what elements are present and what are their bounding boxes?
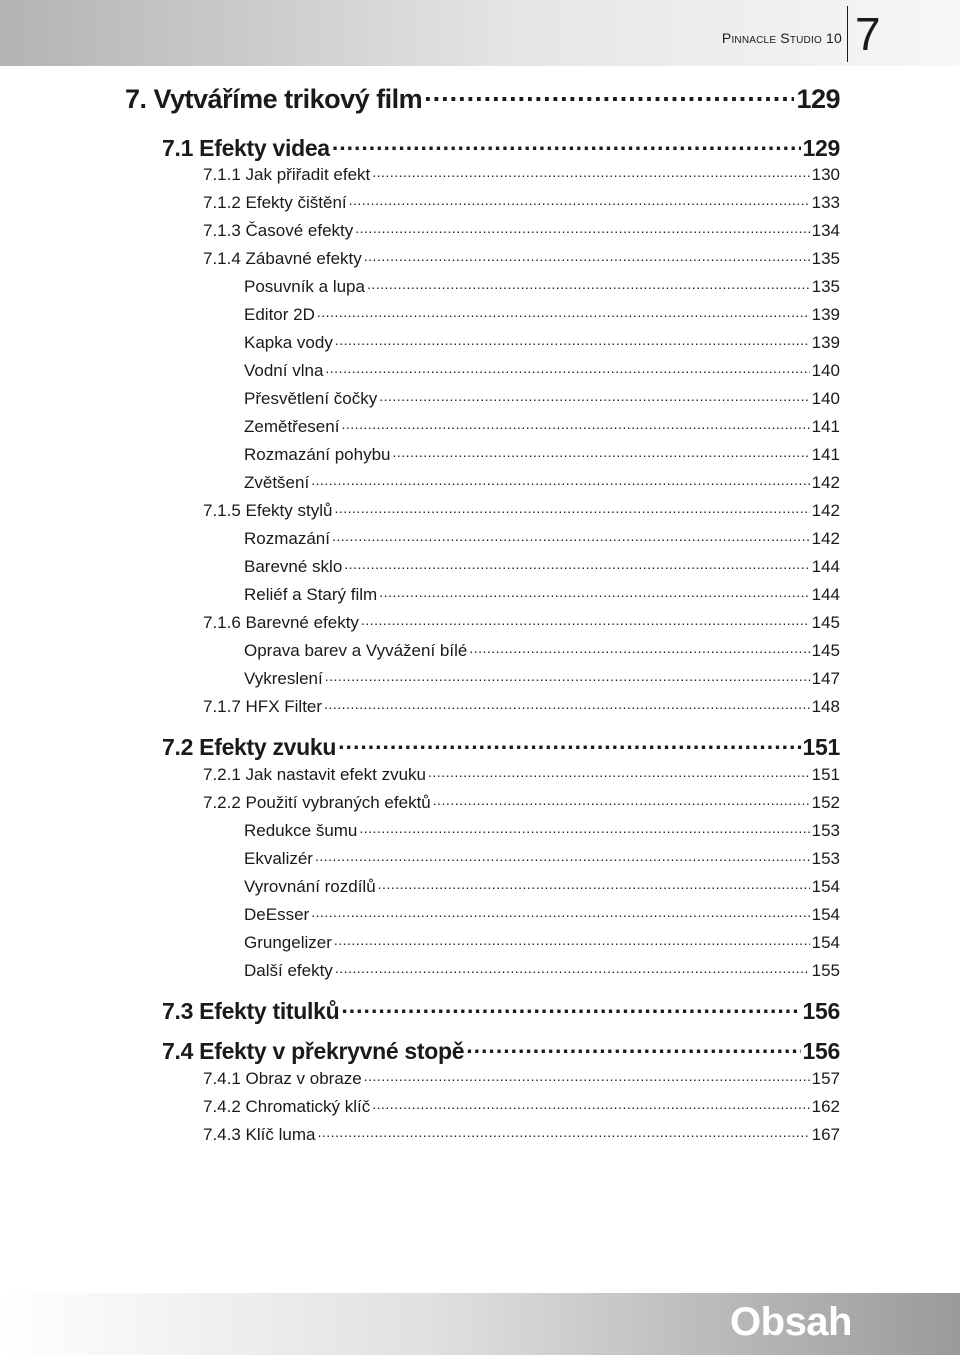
toc-dot-leader <box>367 278 810 292</box>
toc-entry-label: Rozmazání <box>244 529 330 548</box>
toc-entry-label: Barevné sklo <box>244 557 343 576</box>
toc-entry <box>162 135 840 161</box>
toc-entry-page: 142 <box>811 501 840 520</box>
toc-entry <box>244 557 840 579</box>
toc-entry <box>244 417 840 439</box>
toc-dot-leader <box>332 137 801 156</box>
toc-entry-page: 144 <box>811 557 840 576</box>
toc-entry-page: 155 <box>811 961 840 980</box>
footer-section-title: Obsah <box>730 1300 852 1344</box>
toc-entry <box>203 193 840 215</box>
toc-entry-page: 139 <box>811 333 840 352</box>
chapter-number: 7 <box>855 8 881 60</box>
toc-entry-label: Kapka vody <box>244 333 333 352</box>
toc-entry <box>244 905 840 927</box>
toc-entry-label: 7.1.4 Zábavné efekty <box>203 249 362 268</box>
toc-entry-page: 162 <box>811 1097 840 1116</box>
toc-dot-leader <box>325 362 809 376</box>
toc-entry-label: Zemětřesení <box>244 417 340 436</box>
toc-entry-page: 142 <box>811 529 840 548</box>
toc-dot-leader <box>324 698 810 712</box>
toc-dot-leader <box>311 906 809 920</box>
toc-entry-label: Zvětšení <box>244 473 310 492</box>
toc-entry-label: Grungelizer <box>244 933 332 952</box>
toc-entry <box>203 765 840 787</box>
toc-entry-page: 153 <box>811 849 840 868</box>
toc-entry-page: 151 <box>811 765 840 784</box>
toc-dot-leader <box>466 1040 800 1059</box>
toc-entry-page: 151 <box>802 734 840 760</box>
toc-dot-leader <box>334 502 809 516</box>
toc-entry-label: Vyrovnání rozdílů <box>244 877 376 896</box>
toc-entry-label: DeEsser <box>244 905 310 924</box>
toc-entry-page: 154 <box>811 877 840 896</box>
toc-dot-leader <box>315 850 810 864</box>
toc-entry <box>244 333 840 355</box>
toc-entry <box>203 613 840 635</box>
toc-dot-leader <box>311 474 809 488</box>
toc-dot-leader <box>344 558 809 572</box>
toc-dot-leader <box>361 614 810 628</box>
toc-entry <box>125 84 840 114</box>
toc-entry-label: 7.4 Efekty v překryvné stopě <box>162 1038 465 1064</box>
toc-entry <box>244 305 840 327</box>
toc-entry-page: 142 <box>811 473 840 492</box>
toc-entry-label: 7.4.2 Chromatický klíč <box>203 1097 371 1116</box>
toc-entry-page: 156 <box>802 998 840 1024</box>
toc-entry <box>203 1125 840 1147</box>
toc-entry-label: 7.2.2 Použití vybraných efektů <box>203 793 431 812</box>
toc-entry <box>203 501 840 523</box>
toc-entry-page: 134 <box>811 221 840 240</box>
toc-entry-page: 157 <box>811 1069 840 1088</box>
toc-entry <box>203 1097 840 1119</box>
toc-entry-label: 7.3 Efekty titulků <box>162 998 340 1024</box>
toc-entry <box>244 473 840 495</box>
toc-dot-leader <box>338 736 800 755</box>
toc-entry <box>203 249 840 271</box>
toc-entry-label: 7.1.3 Časové efekty <box>203 221 354 240</box>
toc-entry-page: 140 <box>811 361 840 380</box>
toc-entry <box>203 1069 840 1091</box>
toc-entry-page: 140 <box>811 389 840 408</box>
toc-entry-label: Posuvník a lupa <box>244 277 365 296</box>
toc-entry <box>244 849 840 871</box>
toc-entry-label: Rozmazání pohybu <box>244 445 391 464</box>
toc-entry-label: Reliéf a Starý film <box>244 585 378 604</box>
toc-entry-page: 147 <box>811 669 840 688</box>
toc-entry-label: Oprava barev a Vyvážení bílé <box>244 641 468 660</box>
toc-entry-page: 145 <box>811 613 840 632</box>
toc-entry <box>203 697 840 719</box>
toc-entry-label: 7.2 Efekty zvuku <box>162 734 337 760</box>
toc-entry <box>244 669 840 691</box>
toc-dot-leader <box>372 166 809 180</box>
toc-entry-label: 7.4.1 Obraz v obraze <box>203 1069 362 1088</box>
toc-dot-leader <box>428 766 810 780</box>
toc-dot-leader <box>335 962 810 976</box>
toc-dot-leader <box>341 1000 800 1019</box>
toc-entry-label: 7.1.5 Efekty stylů <box>203 501 333 520</box>
toc-dot-leader <box>433 794 810 808</box>
toc-entry-label: Editor 2D <box>244 305 315 324</box>
toc-entry-page: 135 <box>811 277 840 296</box>
toc-entry-label: Další efekty <box>244 961 333 980</box>
toc-entry <box>244 277 840 299</box>
toc-dot-leader <box>332 530 810 544</box>
toc-entry <box>203 165 840 187</box>
toc-dot-leader <box>355 222 809 236</box>
toc-entry-page: 130 <box>811 165 840 184</box>
toc-dot-leader <box>335 334 810 348</box>
toc-entry <box>203 793 840 815</box>
toc-entry-label: 7.1.1 Jak přiřadit efekt <box>203 165 371 184</box>
toc-entry <box>162 998 840 1024</box>
toc-dot-leader <box>372 1098 809 1112</box>
toc-entry <box>244 821 840 843</box>
toc-entry-label: 7.4.3 Klíč luma <box>203 1125 316 1144</box>
toc-entry-page: 145 <box>811 641 840 660</box>
toc-entry <box>203 221 840 243</box>
toc-entry <box>244 445 840 467</box>
toc-entry <box>244 961 840 983</box>
toc-entry-label: Redukce šumu <box>244 821 358 840</box>
toc-entry-page: 144 <box>811 585 840 604</box>
toc-entry <box>244 877 840 899</box>
toc-entry-page: 135 <box>811 249 840 268</box>
toc-dot-leader <box>341 418 809 432</box>
toc-entry <box>244 585 840 607</box>
toc-entry-page: 154 <box>811 905 840 924</box>
toc-entry-label: Ekvalizér <box>244 849 313 868</box>
toc-entry <box>244 641 840 663</box>
toc-dot-leader <box>334 934 810 948</box>
toc-entry <box>162 734 840 760</box>
toc-dot-leader <box>379 390 809 404</box>
toc-dot-leader <box>469 642 809 656</box>
toc-dot-leader <box>325 670 810 684</box>
running-head: Pinnacle Studio 10 <box>721 30 842 46</box>
toc-entry-page: 129 <box>802 135 840 161</box>
toc-dot-leader <box>379 586 809 600</box>
toc-entry-page: 156 <box>802 1038 840 1064</box>
toc-entry-label: 7.1.6 Barevné efekty <box>203 613 359 632</box>
toc-entry-label: Vykreslení <box>244 669 323 688</box>
toc-entry <box>244 389 840 411</box>
toc-dot-leader <box>424 86 794 108</box>
toc-entry-page: 129 <box>796 84 840 114</box>
toc-entry-label: 7.1.7 HFX Filter <box>203 697 323 716</box>
toc-dot-leader <box>378 878 810 892</box>
toc-dot-leader <box>364 1070 810 1084</box>
toc-dot-leader <box>317 306 810 320</box>
toc-entry-page: 167 <box>811 1125 840 1144</box>
toc-entry-label: Vodní vlna <box>244 361 324 380</box>
toc-entry-page: 153 <box>811 821 840 840</box>
toc-entry-page: 139 <box>811 305 840 324</box>
toc-entry-page: 152 <box>811 793 840 812</box>
toc-entry-page: 148 <box>811 697 840 716</box>
toc-entry <box>244 361 840 383</box>
toc-entry-page: 133 <box>811 193 840 212</box>
toc-entry-label: 7.2.1 Jak nastavit efekt zvuku <box>203 765 427 784</box>
toc-entry-label: 7.1.2 Efekty čištění <box>203 193 347 212</box>
header-divider <box>847 6 848 62</box>
toc-entry-page: 154 <box>811 933 840 952</box>
toc-entry-label: 7.1 Efekty videa <box>162 135 330 161</box>
toc-dot-leader <box>359 822 809 836</box>
toc-dot-leader <box>392 446 809 460</box>
toc-entry-label: 7. Vytváříme trikový film <box>125 84 423 114</box>
toc-entry <box>244 529 840 551</box>
toc-entry-page: 141 <box>811 445 840 464</box>
toc-dot-leader <box>349 194 810 208</box>
toc-entry-page: 141 <box>811 417 840 436</box>
toc-dot-leader <box>364 250 810 264</box>
toc-entry <box>244 933 840 955</box>
toc-entry-label: Přesvětlení čočky <box>244 389 378 408</box>
toc-entry <box>162 1038 840 1064</box>
toc-dot-leader <box>317 1126 809 1140</box>
